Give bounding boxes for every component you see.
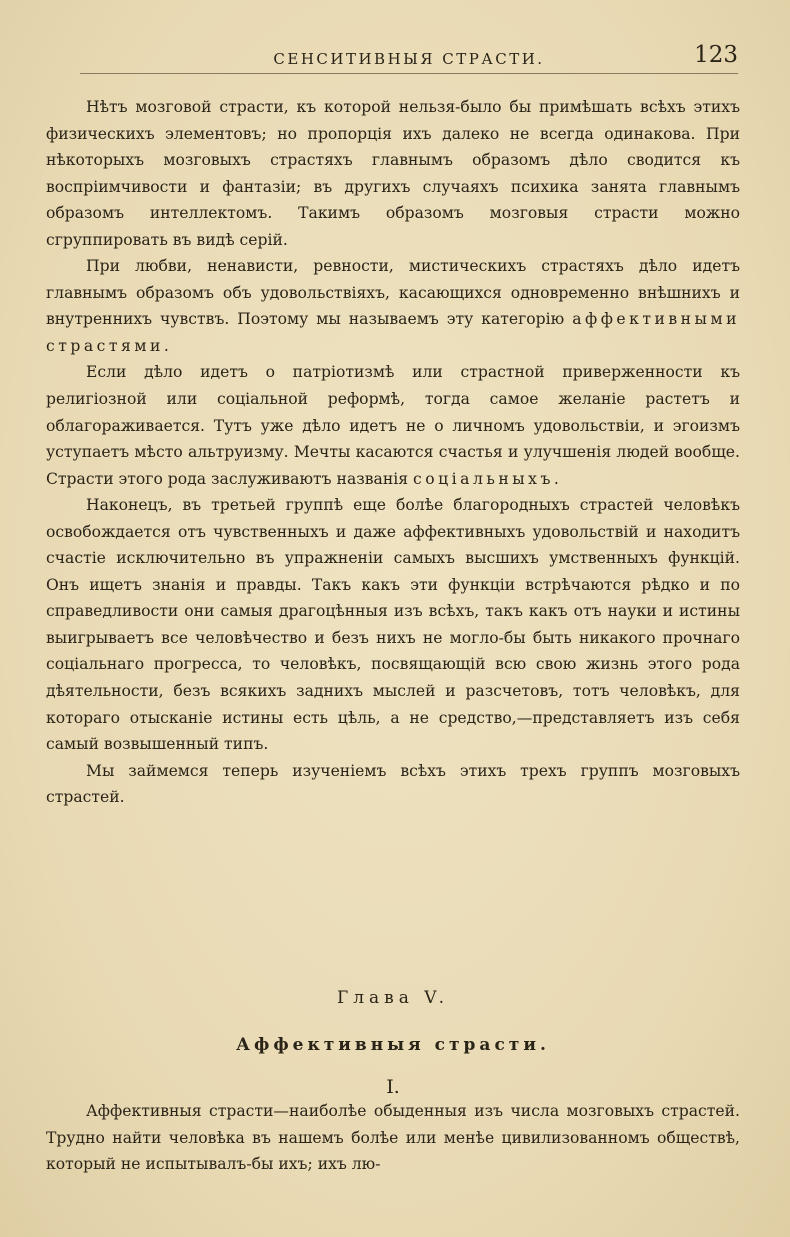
paragraph xyxy=(46,359,740,492)
running-title: СЕНСИТИВНЫЯ СТРАСТИ. xyxy=(273,50,545,68)
paragraph-text: При любви, ненависти, ревности, мистическихъ страстяхъ дѣло идетъ главнымъ образомъ объ удовольствіяхъ, касающихся одновременно внѣшнихъ и внутреннихъ чувствъ. Поэтому мы называемъ эту категорію xyxy=(46,257,740,329)
paragraph: Мы займемся теперь изученіемъ всѣхъ этихъ трехъ группъ мозговыхъ страстей. xyxy=(46,761,740,807)
chapter-label: Глава V. xyxy=(336,988,449,1008)
body-text-top xyxy=(46,94,740,811)
header-rule xyxy=(80,73,738,74)
spaced-emphasis: соціальныхъ. xyxy=(413,469,563,488)
chapter-title: Аффективныя страсти. xyxy=(236,1035,550,1055)
section-number: I. xyxy=(386,1076,400,1098)
spaced-emphasis: аффективными страстями. xyxy=(46,310,740,355)
body-text-bottom xyxy=(46,1098,740,1178)
running-head xyxy=(80,42,738,78)
paragraph: Нѣтъ мозговой страсти, къ которой нельзя-было бы примѣшать всѣхъ этихъ физическихъ элементовъ; но пропорція ихъ далеко не всегда одинакова. При нѣкоторыхъ мозговыхъ страстяхъ главнымъ образомъ дѣло сводится къ воспріимчивости и фантазіи; въ другихъ случаяхъ психика занята главнымъ образомъ интеллектомъ. Такимъ образомъ мозговыя страсти можно сгруппировать въ видѣ серій. xyxy=(46,98,740,249)
paragraph-text: Если дѣло идетъ о патріотизмѣ или страстной приверженности къ религіозной или соціальной реформѣ, тогда самое желаніе растетъ и облагораживается. Тутъ уже дѣло идетъ не о личномъ удовольствіи, и эгоизмъ уступаетъ мѣсто альтруизму. Мечты касаются счастья и улучшенія людей вообще. Страсти этого рода заслуживаютъ названія xyxy=(46,363,740,488)
page-number: 123 xyxy=(694,42,738,68)
paragraph: Аффективныя страсти—наиболѣе обыденныя изъ числа мозговыхъ страстей. Трудно найти человѣка въ нашемъ болѣе или менѣе цивилизованномъ обществѣ, который не испытывалъ-бы ихъ; ихъ лю- xyxy=(46,1102,740,1174)
paragraph xyxy=(46,253,740,359)
paragraph: Наконецъ, въ третьей группѣ еще болѣе благородныхъ страстей человѣкъ освобождается отъ чувственныхъ и даже аффективныхъ удовольствій и находитъ счастіе исключительно въ упражненіи самыхъ высшихъ умственныхъ функцій. Онъ ищетъ знанія и правды. Такъ какъ эти функціи встрѣчаются рѣдко и по справедливости они самыя драгоцѣнныя изъ всѣхъ, такъ какъ отъ науки и истины выигрываетъ все человѣчество и безъ нихъ не могло-бы быть никакого прочнаго соціальнаго прогресса, то человѣкъ, посвящающій всю свою жизнь этого рода дѣятельности, безъ всякихъ заднихъ мыслей и разсчетовъ, тотъ человѣкъ, для котораго отысканіе истины есть цѣль, а не средство,—представляетъ изъ себя самый возвышенный типъ. xyxy=(46,496,740,754)
